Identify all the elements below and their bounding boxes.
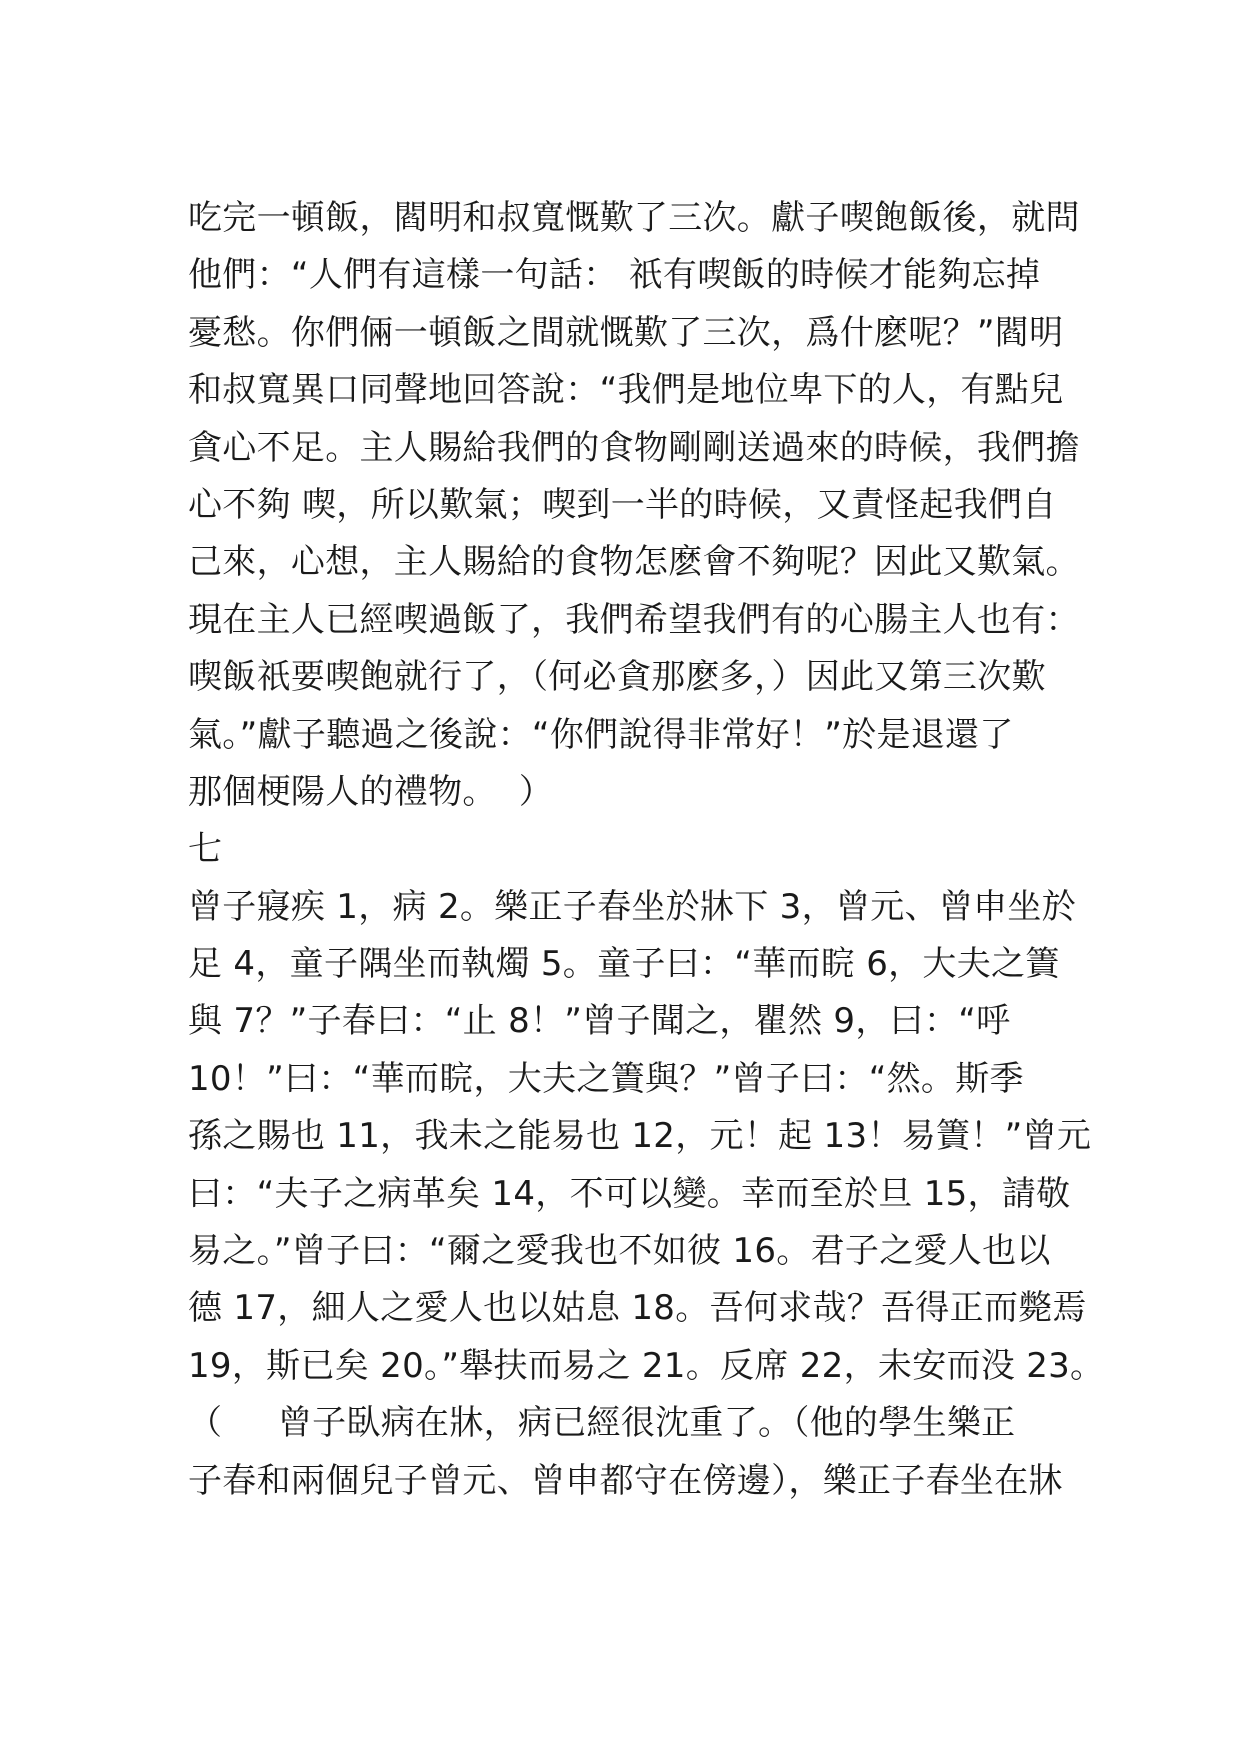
text-line-6: 心不夠 喫，所以歎氣；喫到一半的時候，又責怪起我們自: [188, 484, 1057, 525]
text-line-13: 曾子寢疾 1，病 2。樂正子春坐於牀下 3，曾元、曾申坐於: [188, 886, 1077, 927]
text-line-1: 吃完一頓飯，閻明和叔寬慨歎了三次。獻子喫飽飯後，就問: [188, 198, 1080, 238]
text-line-18: 曰：“夫子之病革矣 14，不可以變。幸而至於旦 15，請敬: [188, 1173, 1071, 1214]
text-line-20: 德 17，細人之愛人也以姑息 18。吾何求哉？吾得正而斃焉: [188, 1288, 1087, 1329]
text-line-14: 足 4，童子隅坐而執燭 5。童子曰：“華而睆 6，大夫之簀: [188, 944, 1060, 985]
text-line-15: 與 7？”子春曰：“止 8！”曾子聞之，瞿然 9，曰：“呼: [188, 1001, 1011, 1042]
text-line-2: 他們：“人們有這樣一句話： 祇有喫飯的時候才能夠忘掉: [188, 255, 1041, 296]
text-line-16: 10！”曰：“華而睆，大夫之簀與？”曾子曰：“然。斯季: [188, 1058, 1024, 1099]
text-line-4: 和叔寬異口同聲地回答說：“我們是地位卑下的人，有點兒: [188, 370, 1064, 411]
text-line-9: 喫飯祇要喫飽就行了，（何必貪那麽多，）因此又第三次歎: [188, 657, 1046, 698]
text-line-17: 孫之賜也 11，我未之能易也 12，元！起 13！易簀！”曾元: [188, 1116, 1092, 1157]
text-line-5: 貪心不足。主人賜給我們的食物剛剛送過來的時候，我們擔: [188, 427, 1080, 468]
text-line-11: 那個梗陽人的禮物。 ）: [188, 771, 554, 812]
text-line-3: 憂愁。你們倆一頓飯之間就慨歎了三次，爲什麽呢？”閻明: [188, 312, 1064, 353]
text-line-22: （ 曾子臥病在牀，病已經很沈重了。（他的學生樂正: [188, 1403, 1016, 1444]
text-line-19: 易之。”曾子曰：“爾之愛我也不如彼 16。君子之愛人也以: [188, 1231, 1051, 1272]
text-line-23: 子春和兩個兒子曾元、曾申都守在傍邊），樂正子春坐在牀: [188, 1460, 1063, 1501]
text-line-10: 氣。”獻子聽過之後說：“你們說得非常好！”於是退還了: [188, 714, 1014, 755]
text-line-21: 19，斯已矣 20。”舉扶而易之 21。反席 22，未安而没 23。: [188, 1345, 1105, 1386]
text-line-7: 己來，心想，主人賜給的食物怎麽會不夠呢？因此又歎氣。: [188, 542, 1080, 583]
text-line-8: 現在主人已經喫過飯了，我們希望我們有的心腸主人也有：: [188, 599, 1080, 640]
body-text: [188, 190, 1105, 1510]
section-number: 七: [188, 829, 223, 870]
